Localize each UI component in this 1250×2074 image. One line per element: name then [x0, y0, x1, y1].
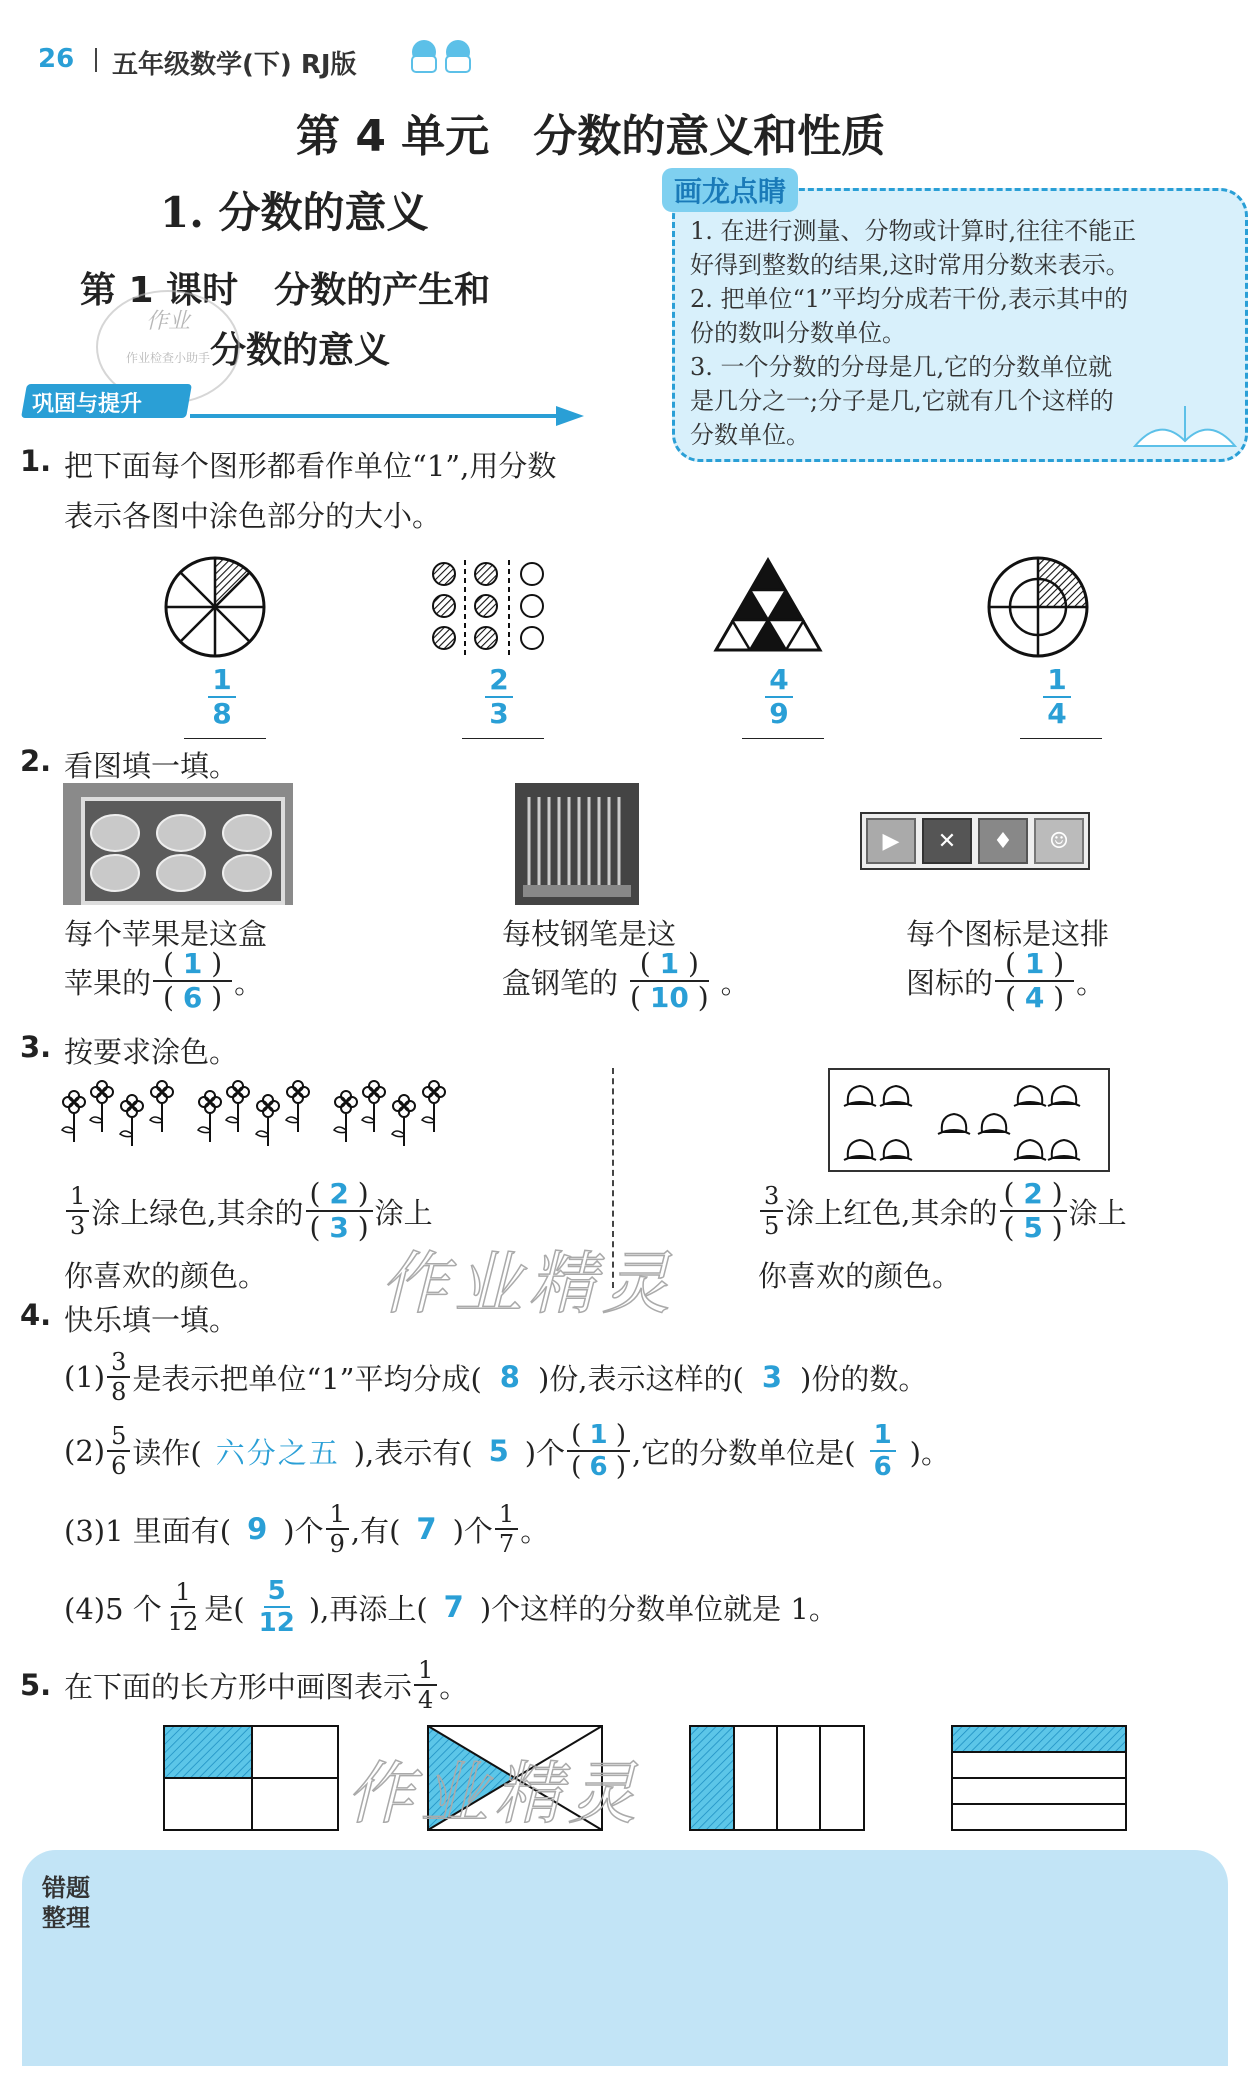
q1-answer-line-2 [462, 738, 544, 739]
apples-photo [63, 783, 293, 905]
numerator: 4 [765, 666, 792, 698]
q4-p2-ans1: 六分之五 [215, 1435, 340, 1470]
q4-p3-c: ,有( [350, 1513, 401, 1548]
banner-arrow-line [190, 414, 560, 418]
q4-p4-b: 是( [204, 1591, 245, 1626]
pens-photo [515, 783, 639, 905]
watermark: 作业精灵 [346, 1755, 643, 1834]
icons-row [860, 812, 1090, 870]
denominator: 3 [489, 697, 509, 730]
q4-p3-a: (3)1 里面有( [64, 1513, 232, 1548]
rect-figures [160, 1722, 1130, 1834]
q4-title: 快乐填一填。 [64, 1303, 239, 1337]
q4-part3 [64, 1502, 549, 1556]
q2-item3-text: 每个图标是这排 [906, 917, 1110, 951]
lesson-title-1: 第 1 课时 分数的产生和 [80, 270, 491, 311]
tools-icon: ✕ [922, 818, 972, 864]
denominator: 5 [1023, 1211, 1043, 1244]
play-icon: ▶ [866, 818, 916, 864]
q1-answer-line-3 [742, 738, 824, 739]
q3-right-t2: 涂上 [1068, 1195, 1127, 1230]
numerator: 3 [107, 1350, 130, 1378]
q2-item1-prefix: 苹果的 [64, 965, 152, 1000]
q4-p1-c: )份,表示这样的( [537, 1361, 744, 1396]
denominator: 12 [258, 1608, 295, 1638]
numerator: 1 [171, 1580, 194, 1608]
tip-line: 3. 一个分数的分母是几,它的分数单位就 [690, 353, 1113, 381]
q4-p4-a: (4)5 个 [64, 1591, 162, 1626]
tag-icon: ♦ [978, 818, 1028, 864]
q4-p2-ans2: 5 [488, 1434, 509, 1468]
watermark: 作业精灵 [380, 1245, 677, 1324]
q2-item2-answer: 盒钢笔的 $\frac{( 1 )}{( 10 )}$ 。 [502, 947, 750, 1014]
lesson-title-2: 分数的意义 [210, 330, 391, 371]
peaches-figure [838, 1072, 1098, 1164]
q4-p2-b: 读作( [132, 1435, 202, 1470]
q4-p2-d: )个 [524, 1435, 566, 1470]
denominator: 4 [1047, 697, 1067, 730]
flowers-figure [60, 1076, 460, 1156]
q4-p3-e: 。 [520, 1513, 550, 1548]
q4-p3-ans1: 9 [247, 1512, 268, 1546]
q1-line1: 把下面每个图形都看作单位“1”,用分数 [64, 449, 557, 483]
q2-item1-text: 每个苹果是这盒 [64, 917, 268, 951]
q3-right-t3: 你喜欢的颜色。 [758, 1259, 962, 1293]
denominator: 9 [769, 697, 789, 730]
q3-left-t3: 你喜欢的颜色。 [64, 1259, 268, 1293]
q1-line2: 表示各图中涂色部分的大小。 [64, 499, 442, 533]
denominator: 4 [418, 1686, 434, 1714]
tip-line: 2. 把单位“1”平均分成若干份,表示其中的 [690, 285, 1128, 313]
q4-part2: (2) $\frac{5}{6}$ 读作( 六分之五 ),表示有( 5 )个 $\frac{( 1 )}{( 6 )}$ ,它的分数单位是( $\frac{1}{6}$ )。 [64, 1420, 950, 1482]
q4-p2-a: (2) [64, 1434, 106, 1468]
numerator: 2 [485, 666, 512, 698]
tip-line: 好得到整数的结果,这时常用分数来表示。 [690, 251, 1130, 279]
denominator: 7 [498, 1530, 515, 1558]
denominator: 5 [764, 1212, 780, 1240]
q1-answer-line-4 [1020, 738, 1102, 739]
q2-item3-prefix: 图标的 [906, 965, 994, 1000]
error-collection-box[interactable] [22, 1850, 1228, 2066]
q2-item2-text: 每枝钢笔是这 [502, 917, 677, 951]
q2-item3-answer: 图标的 $\frac{( 1 )}{( 4 )}$ 。 [906, 947, 1106, 1014]
q2-item2-prefix: 盒钢笔的 [502, 965, 619, 1000]
open-book-icon [1130, 396, 1240, 454]
section-title: 1. 分数的意义 [160, 188, 429, 237]
q4-p1-b: 是表示把单位“1”平均分成( [132, 1361, 482, 1396]
denominator: 6 [111, 1452, 127, 1480]
q4-number: 4. [20, 1298, 52, 1332]
denominator: 12 [167, 1608, 199, 1636]
numerator: 2 [1023, 1177, 1043, 1210]
error-box-label-2: 整理 [42, 1904, 90, 1932]
book-title: 五年级数学(下) RJ版 [112, 50, 357, 80]
numerator: 1 [870, 1422, 896, 1452]
tip-line: 是几分之一;分子是几,它就有几个这样的 [690, 387, 1114, 415]
stamp-line1: 作业 [145, 309, 190, 334]
q2-number: 2. [20, 744, 52, 778]
denominator: 6 [182, 981, 203, 1014]
q4-p1-a: (1) [64, 1360, 106, 1394]
tip-title: 画龙点睛 [662, 168, 798, 212]
numerator: 5 [107, 1424, 130, 1452]
q4-p4-d: )个这样的分数单位就是 1。 [479, 1591, 838, 1626]
banner-label: 巩固与提升 [32, 392, 143, 417]
numerator: 2 [329, 1177, 349, 1210]
q4-p4-c: ),再添上( [308, 1591, 428, 1626]
denominator: 3 [329, 1211, 349, 1244]
q3-right-t1: 涂上红色,其余的 [785, 1195, 998, 1230]
tip-line: 1. 在进行测量、分物或计算时,往往不能正 [690, 217, 1137, 245]
kids-logo-icon [406, 34, 482, 74]
numerator: 1 [414, 1658, 437, 1686]
q5-title: 在下面的长方形中画图表示 [64, 1669, 413, 1704]
q4-part4 [64, 1578, 838, 1636]
q3-number: 3. [20, 1030, 52, 1064]
numerator: 1 [659, 947, 680, 980]
numerator: 1 [1024, 947, 1045, 980]
q4-p1-ans2: 3 [761, 1360, 783, 1394]
denominator: 6 [873, 1452, 892, 1482]
smile-icon: ☺ [1034, 818, 1084, 864]
tip-line: 份的数叫分数单位。 [690, 319, 906, 347]
concentric-circle-figure [985, 554, 1091, 660]
denominator: 8 [212, 697, 232, 730]
q4-part1 [64, 1350, 927, 1404]
circle-eighths-figure [163, 555, 267, 659]
q3-left-t2: 涂上 [374, 1195, 433, 1230]
q4-p3-ans2: 7 [416, 1512, 437, 1546]
header-divider [95, 48, 97, 72]
q1-answer-2 [473, 663, 525, 730]
q1-number: 1. [20, 444, 52, 478]
numerator: 3 [760, 1184, 783, 1212]
error-box-label-1: 错题 [42, 1874, 90, 1902]
arrow-right-icon [556, 406, 584, 426]
q3-right-text: $\frac{3}{5}$ 涂上红色,其余的 $\frac{( 2 )}{( 5 )}$ 涂上 [758, 1180, 1127, 1242]
q4-p2-f: )。 [909, 1435, 950, 1470]
q4-p2-c: ),表示有( [353, 1435, 473, 1470]
unit-title: 第 4 单元 分数的意义和性质 [296, 111, 886, 162]
numerator: 1 [182, 947, 203, 980]
numerator: 5 [264, 1578, 290, 1608]
q4-p2-e: ,它的分数单位是( [632, 1435, 856, 1470]
tip-text [690, 214, 1136, 452]
numerator: 1 [495, 1502, 518, 1530]
denominator: 4 [1024, 981, 1045, 1014]
numerator: 1 [66, 1184, 89, 1212]
q3-title: 按要求涂色。 [64, 1035, 239, 1069]
stamp-line2: 作业检查小助手 [125, 351, 210, 365]
numerator: 1 [326, 1502, 349, 1530]
q2-item1-answer: 苹果的 $\frac{( 1 )}{( 6 )}$ 。 [64, 947, 264, 1014]
q5-number: 5. [20, 1668, 52, 1702]
numerator: 1 [589, 1420, 608, 1450]
denominator: 3 [70, 1212, 86, 1240]
denominator: 9 [329, 1530, 345, 1558]
q5-end: 。 [439, 1669, 469, 1704]
numerator: 1 [208, 666, 235, 698]
q3-left-text: $\frac{1}{3}$ 涂上绿色,其余的 $\frac{( 2 )}{( 3 )}$ 涂上 [64, 1180, 433, 1242]
q1-answer-1 [196, 663, 248, 730]
numerator: 1 [1043, 666, 1070, 698]
q1-answer-3 [753, 663, 805, 730]
q4-p1-d: )份的数。 [800, 1361, 928, 1396]
q1-answer-line-1 [184, 738, 266, 739]
denominator: 10 [649, 981, 689, 1014]
denominator: 6 [589, 1452, 608, 1482]
denominator: 8 [111, 1378, 127, 1406]
triangle-ninths-figure [712, 556, 824, 656]
q1-answer-4 [1031, 663, 1083, 730]
q4-p3-d: )个 [452, 1513, 493, 1548]
q4-p4-ans: 7 [443, 1590, 464, 1624]
q4-p1-ans1: 8 [499, 1360, 520, 1394]
dots-figure [428, 558, 550, 658]
page-number: 26 [38, 44, 75, 74]
q4-p3-b: )个 [283, 1513, 324, 1548]
q5-line [20, 1658, 468, 1712]
q3-left-t1: 涂上绿色,其余的 [91, 1195, 304, 1230]
tip-line: 分数单位。 [690, 421, 810, 449]
q2-title: 看图填一填。 [64, 749, 239, 783]
